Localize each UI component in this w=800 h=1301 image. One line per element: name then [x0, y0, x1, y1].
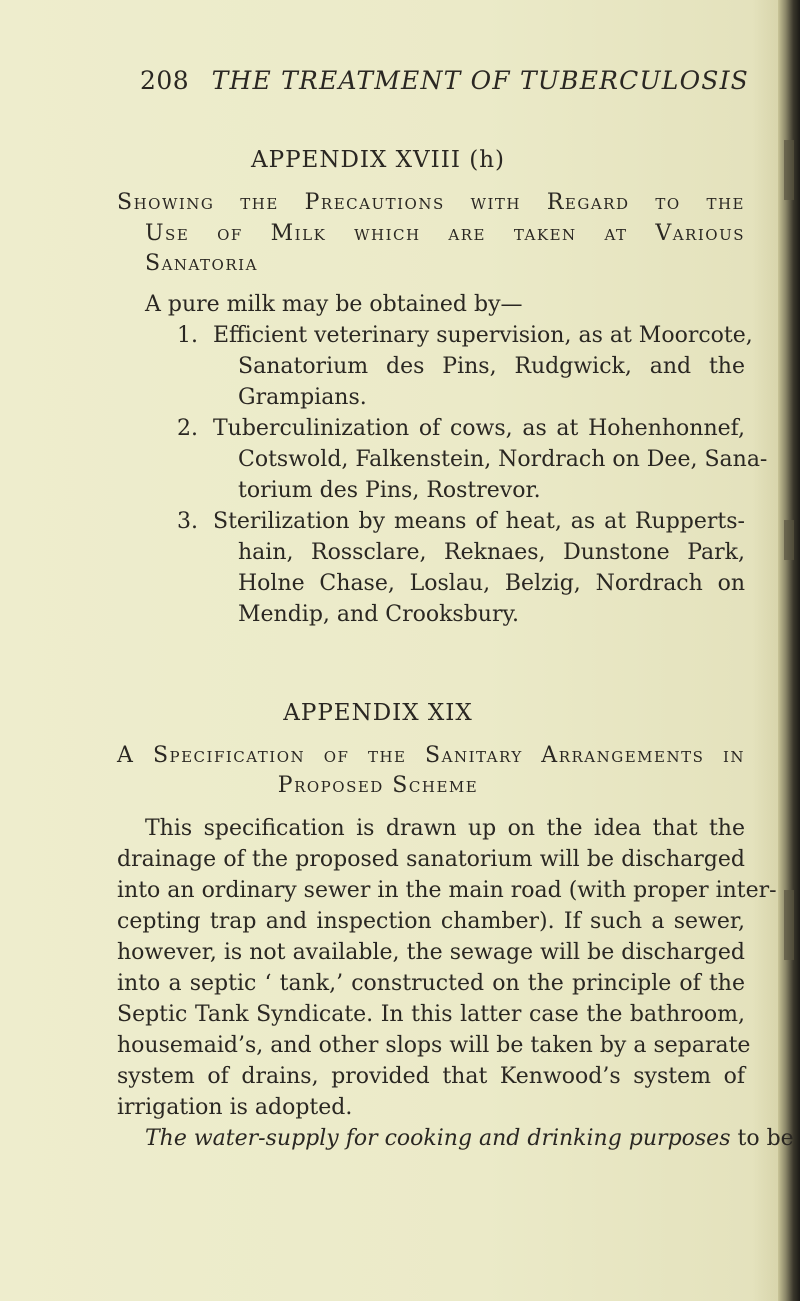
- appendix-18-title-line-1: Showing the Precautions with Regard to the: [117, 190, 745, 215]
- appendix-19-title-line-2: Proposed Scheme: [277, 773, 479, 798]
- body-line-last: [145, 1126, 794, 1152]
- list-item-number: 2.: [177, 416, 198, 441]
- list-item-line: Cotswold, Falkenstein, Nordrach on Dee, Sana-: [238, 447, 768, 472]
- running-title: THE TREATMENT OF TUBERCULOSIS: [211, 66, 749, 95]
- list-item-line: Tuberculinization of cows, as at Hohenhonnef,: [213, 416, 745, 441]
- body-line: This specification is drawn up on the idea that the: [145, 816, 745, 841]
- list-item-line: torium des Pins, Rostrevor.: [238, 478, 541, 503]
- body-line: system of drains, provided that Kenwood’s system of: [117, 1064, 745, 1089]
- page-number: 208: [140, 66, 190, 95]
- body-line: drainage of the proposed sanatorium will be discharged: [117, 847, 745, 872]
- body-line: housemaid’s, and other slops will be taken by a separate: [117, 1033, 751, 1058]
- body-line: Septic Tank Syndicate. In this latter case the bathroom,: [117, 1002, 745, 1027]
- body-line: however, is not available, the sewage will be discharged: [117, 940, 745, 965]
- page-edge-shadow: [778, 0, 800, 1301]
- list-item-line: hain, Rossclare, Reknaes, Dunstone Park,: [238, 540, 745, 565]
- list-item-line: Efficient veterinary supervision, as at Moorcote,: [213, 323, 753, 348]
- list-item-line: Holne Chase, Loslau, Belzig, Nordrach on: [238, 571, 745, 596]
- running-head: [140, 66, 749, 95]
- edge-mark: [784, 140, 794, 200]
- body-line: irrigation is adopted.: [117, 1095, 353, 1120]
- body-line: cepting trap and inspection chamber). If such a sewer,: [117, 909, 745, 934]
- body-line: into an ordinary sewer in the main road (with proper inter-: [117, 878, 777, 903]
- body-line: into a septic ‘ tank,’ constructed on the principle of the: [117, 971, 745, 996]
- appendix-18-heading: [0, 147, 778, 173]
- edge-mark: [784, 520, 794, 560]
- appendix-18-intro: A pure milk may be obtained by—: [145, 292, 523, 317]
- appendix-18-title-line-3: Sanatoria: [145, 251, 258, 276]
- appendix-19-heading-text: APPENDIX XIX: [283, 700, 473, 726]
- appendix-19-title-line-2-wrap: [0, 773, 778, 798]
- list-item-line: Sanatorium des Pins, Rudgwick, and the: [238, 354, 745, 379]
- appendix-19-heading: [0, 700, 778, 726]
- list-item-number: 3.: [177, 509, 198, 534]
- list-item-line: Sterilization by means of heat, as at Rupperts-: [213, 509, 745, 534]
- edge-mark: [784, 890, 794, 960]
- list-item-line: Grampians.: [238, 385, 367, 410]
- list-item-number: 1.: [177, 323, 198, 348]
- list-item-line: Mendip, and Crooksbury.: [238, 602, 519, 627]
- appendix-18-heading-text: APPENDIX XVIII (h): [251, 147, 505, 173]
- appendix-18-title-line-2: Use of Milk which are taken at Various: [145, 221, 745, 246]
- italic-phrase: The water-supply for cooking and drinking purposes: [145, 1126, 731, 1151]
- appendix-19-title-line-1: A Specification of the Sanitary Arrangements in: [117, 743, 745, 768]
- trailing-text: to be: [737, 1126, 794, 1151]
